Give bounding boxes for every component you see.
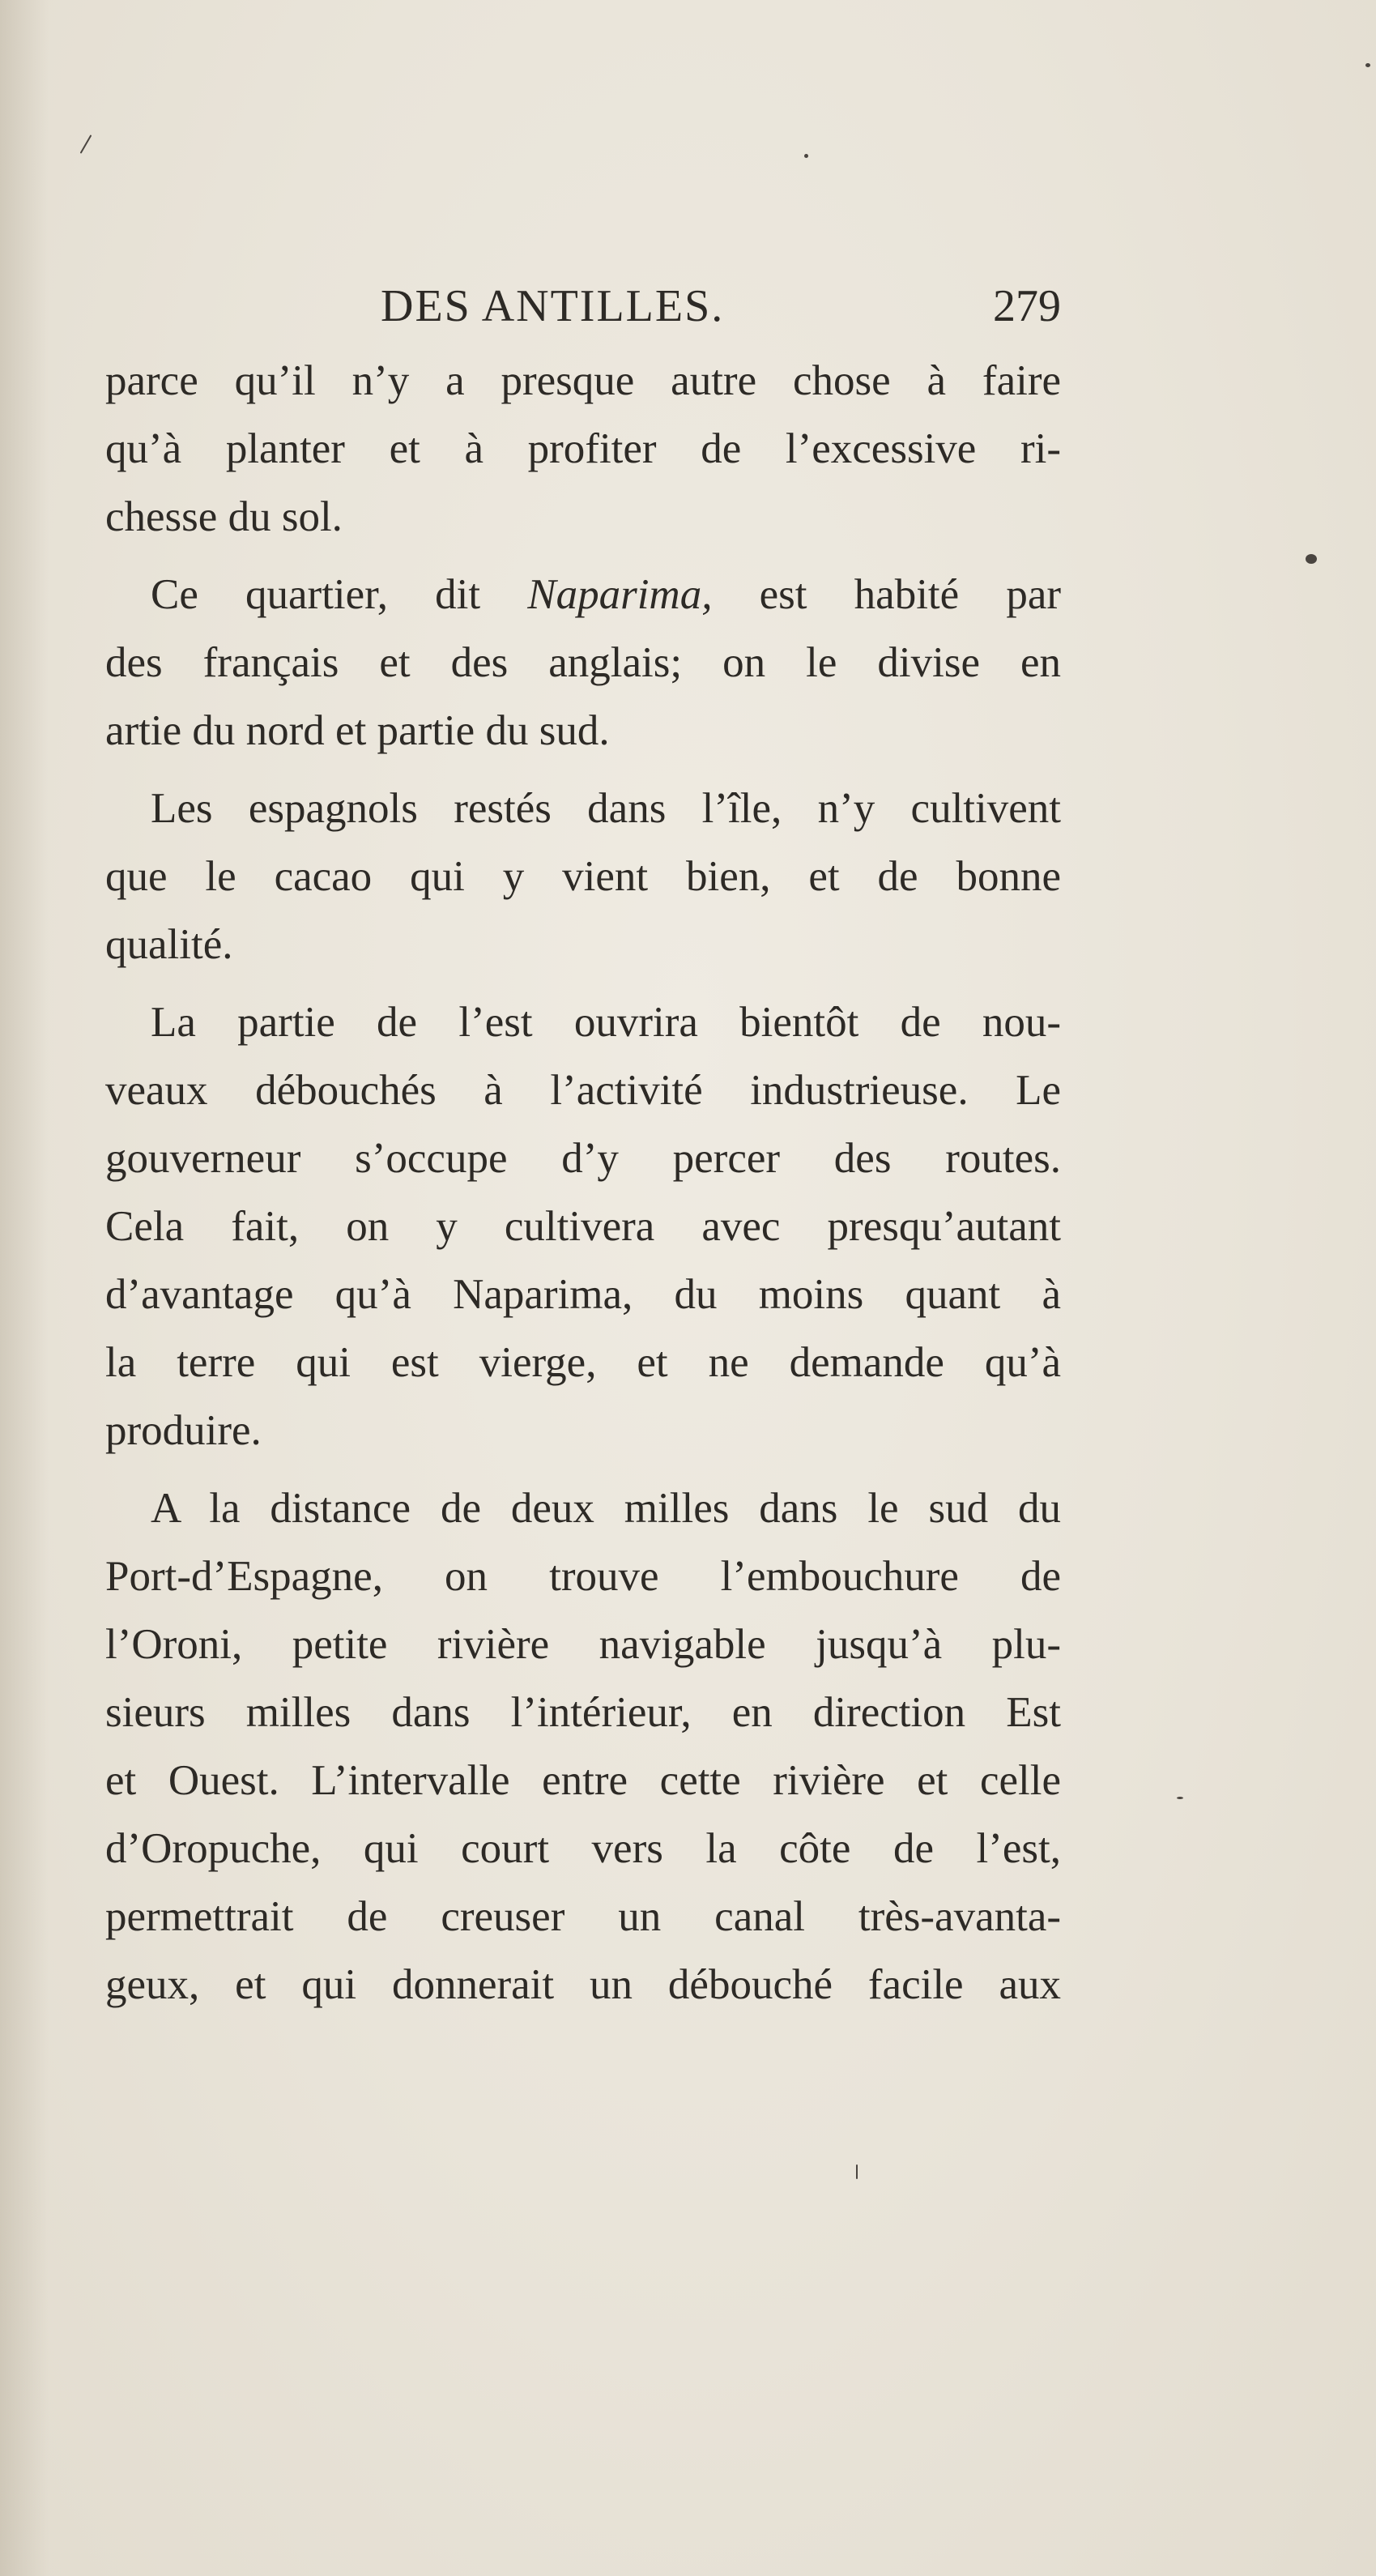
body-text	[105, 347, 1061, 2019]
running-header	[105, 274, 1061, 339]
paragraph	[105, 774, 1061, 979]
text-line: d’avantage qu’à Naparima, du moins quant à	[105, 1271, 1061, 1318]
ink-speck	[1365, 63, 1370, 67]
text-line: et Ouest. L’intervalle entre cette rivière et celle	[105, 1757, 1061, 1804]
text-line: qualité.	[105, 921, 233, 968]
paragraph	[105, 347, 1061, 551]
text-line	[105, 561, 1061, 629]
running-title: DES ANTILLES.	[381, 281, 725, 331]
text-line: Port-d’Espagne, on trouve l’embouchure de	[105, 1553, 1061, 1600]
text-line: permettrait de creuser un canal très-avanta-	[105, 1893, 1061, 1940]
text-line: A la distance de deux milles dans le sud du	[151, 1485, 1061, 1532]
ink-speck	[80, 134, 92, 154]
ink-speck	[804, 154, 808, 158]
text-line: La partie de l’est ouvrira bientôt de nou-	[151, 999, 1061, 1046]
text-line: qu’à planter et à profiter de l’excessive ri-	[105, 425, 1061, 472]
ink-speck	[1306, 554, 1317, 564]
text-line: artie du nord et partie du sud.	[105, 707, 610, 754]
paragraph	[105, 1474, 1061, 2019]
text-line: veaux débouchés à l’activité industrieuse. Le	[105, 1067, 1061, 1114]
ink-speck	[1177, 1797, 1183, 1799]
paragraph	[105, 988, 1061, 1465]
text-line: gouverneur s’occupe d’y percer des routes.	[105, 1135, 1061, 1182]
text-line: geux, et qui donnerait un débouché facile aux	[105, 1961, 1061, 2008]
text-line: parce qu’il n’y a presque autre chose à faire	[105, 357, 1061, 404]
page-number: 279	[993, 281, 1061, 331]
place-name-italic: Naparima,	[527, 571, 713, 618]
text-line: Cela fait, on y cultivera avec presqu’autant	[105, 1203, 1061, 1250]
text-line: produire.	[105, 1407, 262, 1454]
text-run: est habité par	[712, 571, 1061, 618]
text-line: sieurs milles dans l’intérieur, en direction Est	[105, 1689, 1061, 1736]
paragraph	[105, 561, 1061, 765]
text-line: chesse du sol.	[105, 493, 343, 540]
text-line: l’Oroni, petite rivière navigable jusqu’à plu-	[105, 1621, 1061, 1668]
text-line: d’Oropuche, qui court vers la côte de l’est,	[105, 1825, 1061, 1872]
text-line: Les espagnols restés dans l’île, n’y cultivent	[151, 785, 1061, 832]
text-line: la terre qui est vierge, et ne demande qu’à	[105, 1339, 1061, 1386]
text-run: Ce quartier, dit	[151, 571, 528, 618]
page-edge-shadow	[0, 0, 49, 2576]
text-line: que le cacao qui y vient bien, et de bonne	[105, 853, 1061, 900]
ink-speck	[856, 2164, 858, 2179]
text-line: des français et des anglais; on le divise en	[105, 639, 1061, 686]
